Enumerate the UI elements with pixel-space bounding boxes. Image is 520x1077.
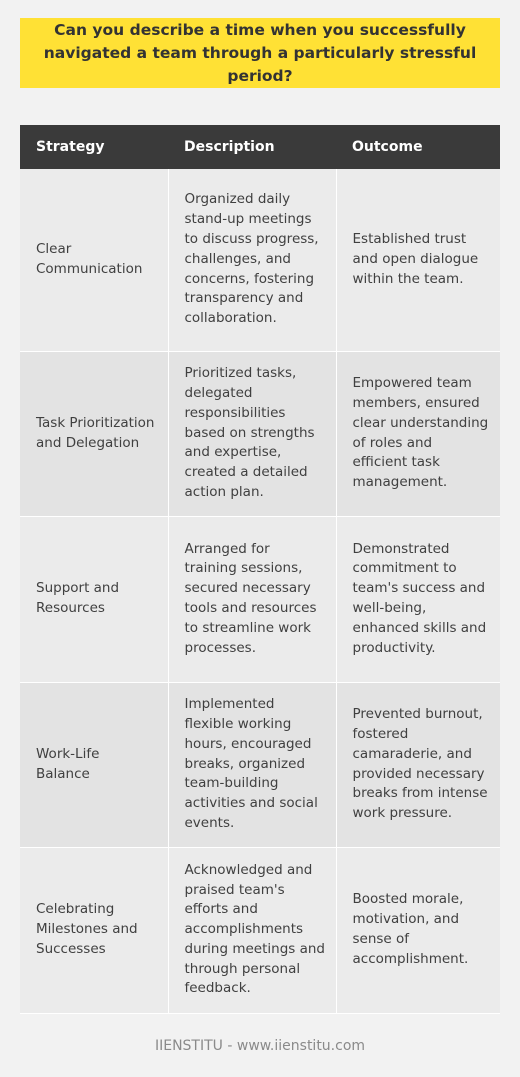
question-banner	[20, 18, 500, 88]
cell-strategy: Support and Resources	[20, 516, 168, 682]
cell-strategy: Clear Communication	[20, 169, 168, 351]
strategy-table	[20, 125, 500, 1014]
cell-description: Arranged for training sessions, secured necessary tools and resources to streamline work processes.	[168, 516, 336, 682]
cell-strategy: Task Prioritization and Delegation	[20, 351, 168, 516]
table-header-row	[20, 125, 500, 169]
table-row	[20, 847, 500, 1013]
cell-strategy: Work-Life Balance	[20, 682, 168, 847]
header-strategy: Strategy	[20, 125, 168, 169]
cell-outcome: Boosted morale, motivation, and sense of accomplishment.	[336, 847, 500, 1013]
table-row	[20, 516, 500, 682]
cell-outcome: Prevented burnout, fostered camaraderie, and provided necessary breaks from intense work pressure.	[336, 682, 500, 847]
table-row	[20, 682, 500, 847]
cell-description: Organized daily stand-up meetings to discuss progress, challenges, and concerns, fostering transparency and collaboration.	[168, 169, 336, 351]
cell-outcome: Demonstrated commitment to team's success and well-being, enhanced skills and productivity.	[336, 516, 500, 682]
header-outcome: Outcome	[336, 125, 500, 169]
cell-description: Acknowledged and praised team's efforts and accomplishments during meetings and through personal feedback.	[168, 847, 336, 1013]
cell-outcome: Empowered team members, ensured clear understanding of roles and efficient task management.	[336, 351, 500, 516]
header-description: Description	[168, 125, 336, 169]
table-row	[20, 169, 500, 351]
table-row	[20, 351, 500, 516]
cell-strategy: Celebrating Milestones and Successes	[20, 847, 168, 1013]
question-text: Can you describe a time when you successfully navigated a team through a particularly stressful period?	[43, 20, 477, 85]
footer-credit: IIENSTITU - www.iienstitu.com	[154, 1038, 366, 1054]
cell-description: Prioritized tasks, delegated responsibilities based on strengths and expertise, created a detailed action plan.	[168, 351, 336, 516]
cell-description: Implemented flexible working hours, encouraged breaks, organized team-building activities and social events.	[168, 682, 336, 847]
cell-outcome: Established trust and open dialogue within the team.	[336, 169, 500, 351]
